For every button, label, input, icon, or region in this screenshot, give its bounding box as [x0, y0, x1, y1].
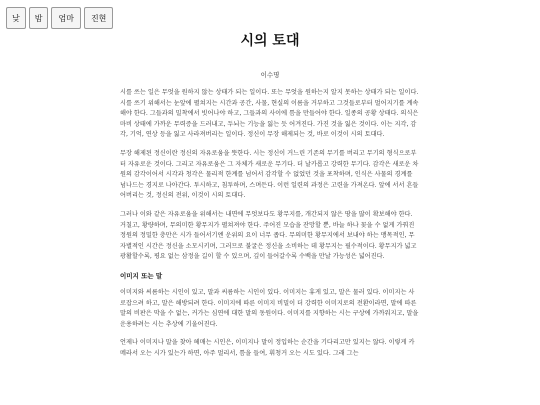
- article: [120, 30, 420, 367]
- paragraph: 언제나 이미지나 말을 찾아 헤매는 시인은, 이미지나 말이 정입하는 순간을 기다리고만 있지는 않다. 이렇게 카메라서 오는 시가 있는가 하면, 아주 멀리서, 틈을 들여, 휘청거 오는 시도 있다. 그래 그는: [120, 339, 415, 357]
- mom-mode-button[interactable]: 엄마: [51, 7, 80, 29]
- day-mode-button[interactable]: 낮: [6, 7, 26, 29]
- night-mode-button[interactable]: 밤: [29, 7, 49, 29]
- paragraph: 무장 해제된 정신이란 정신의 자유로움을 뜻한다. 시는 정신이 거느린 기존의 무기를 버리고 무기의 형식으로부터 자유로운 것이다. 그리고 자유로움은 그 자체가 새로운 무기다. 더 날카롭고 강력한 무기다. 감각은 새로운 차원의 감각이어서 시각과 청각은 물리적 한계를 넘어서 감각할 수 없었던 것을 포착하며, 인식은 사물의 경계를 넘나드는 경지로 나아간다. 투시하고, 침투하며, 스며든다. 이런 일련의 과정은 고련을 가져온다. 앞에 서서 흔들어버리는 것, 정신의 전위, 이것이 시의 토대다.: [120, 149, 419, 200]
- paragraph: 그러나 이와 같은 자유로움을 위해서는 내면에 무엇보다도 황무지를, 개간되지 않은 땅을 많이 확보해야 한다. 거칠고, 황량하며, 무의미한 황무지가 펼쳐져야 한다. 주어진 모습을 잔망할 뿐, 바늘 하나 꽂을 수 없게 가꿔진 정원의 정밀한 충만은 시가 들어서기엔 운위의 요이 너무 좁다. 무의미한 황무지에서 보내야 하는 맹목적인, 무자별적인 시간은 정신을 소모시키며, 그러므로 불굴은 정신을 소비하는 데 황무지는 필수적이다. 황무지가 넓고 광활할수록, 평요 없는 삼정을 길이 할 수 있으며, 깊이 들어갈수록 수백을 만날 가능성은 넓어진다.: [120, 210, 417, 261]
- jinhyun-mode-button[interactable]: 진현: [84, 7, 113, 29]
- author-name: 이수명: [260, 71, 280, 79]
- toolbar: [6, 7, 113, 29]
- paragraph: 이미지와 씨름하는 시인이 있고, 말과 씨름하는 시인이 있다. 이미지는 휴게 있고, 말은 물러 있다. 이미지는 사로잡으려 하고, 말은 해방되려 한다. 이미지에 따른 이미지 비밀이 더 강력한 이미지로의 전환이라면, 말에 따른 말의 비판은 막을 수 없는, 커가는 심연에 대한 말의 동원이다. 이미지를 지향하는 시는 구상에 가까워지고, 말을 운용하려는 시는 추상에 기울어진다.: [120, 288, 419, 328]
- section-heading: 이미지 또는 말: [120, 271, 163, 280]
- paragraph: 시를 쓰는 일은 무엇을 원하지 않는 상태가 되는 일이다. 또는 무엇을 원하는지 알지 못하는 상태가 되는 일이다. 시를 쓰기 위해서는 눈앞에 펼쳐지는 시간과 공간, 사물, 현실의 이름을 거부하고 그것들로부터 멀어지기를 계속해야 한다. 그들과의 밀착에서 빗어나야 하고, 그들과의 사이에 틈을 만들어야 한다. 일종의 공황 상태다. 의식은 마비 상태에 가까운 무력증을 드러내고, 두뇌는 기능을 잃는 듯 어겨진다. 가진 것을 잃은 것이다. 이는 지각, 감각, 기억, 연상 등을 잃고 사라져버리는 일이다. 정신이 무장 해제되는 것, 바로 이것이 시의 토대다.: [120, 89, 419, 139]
- page-title: 시의 토대: [240, 33, 300, 49]
